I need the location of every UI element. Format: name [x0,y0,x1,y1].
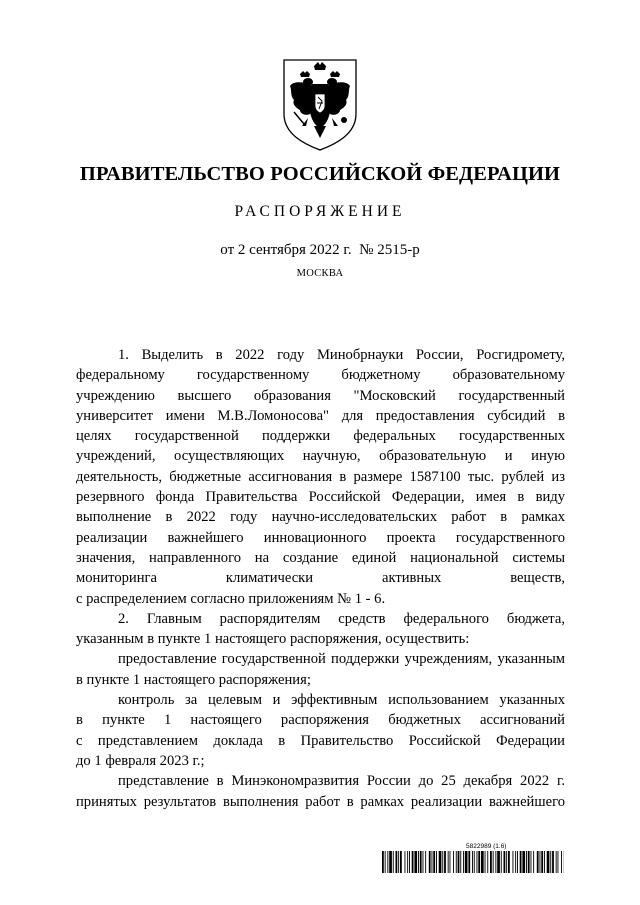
barcode-bar [495,851,496,873]
barcode-bar [552,851,554,873]
barcode-bar [414,851,417,873]
text-line: принятых результатов выполнения работ в рамках реализации важнейшего [76,793,565,810]
text-line: в пункте 1 настоящего распоряжения бюджетных ассигнований [76,712,565,729]
barcode-bar [432,851,433,873]
barcode-bar [423,851,424,873]
barcode-bar [550,851,551,873]
text-line: предоставление государственной поддержки учреждениям, указанным [118,651,565,668]
barcode-bar [478,851,480,873]
text-line: указанным в пункте 1 настоящего распоряжения, осуществить: [76,631,470,648]
document-body [76,345,565,812]
text-line: с представлением доклада в Правительство Российской Федерации [76,732,565,749]
government-title: ПРАВИТЕЛЬСТВО РОССИЙСКОЙ ФЕДЕРАЦИИ [79,163,561,185]
barcode-bar [504,851,506,873]
text-line: учреждению высшего образования "Московский государственный [76,387,565,404]
barcode-bar [418,851,419,873]
barcode-bar [429,851,431,873]
barcode-bar [540,851,541,873]
barcode-bar [556,851,557,873]
paragraph-2 [76,609,565,650]
barcode-bar [400,851,402,873]
paragraph-3 [76,649,565,690]
russian-coat-of-arms-emblem [278,56,362,152]
barcode-image [382,851,564,873]
text-line: до 1 февраля 2023 г.; [76,752,205,769]
barcode-bar [508,851,510,873]
barcode-bar [537,851,539,873]
document-number: № 2515-р [359,242,420,258]
barcode-bar [405,851,406,873]
barcode-bar [472,851,473,873]
barcode-bar [547,851,550,873]
text-line: реализации важнейшего инновационного проекта государственного [76,529,565,546]
barcode-bar [393,851,394,873]
barcode-bar [465,851,468,873]
text-line: с распределением согласно приложениям № 1 - 6. [76,590,386,607]
text-line: деятельность, бюджетные ассигнования в размере 1587100 тыс. рублей из [76,468,565,485]
barcode-bar [561,851,562,873]
barcode-bar [515,851,516,873]
city-name: МОСКВА [296,268,344,279]
barcode-bar [463,851,464,873]
barcode-bar [442,851,443,873]
barcode-bar [474,851,475,873]
text-line: резервного фонда Правительства Российской Федерации, имея в виду [76,489,565,506]
paragraph-5 [76,771,565,812]
barcode-bar [501,851,502,873]
barcode-bar [528,851,530,873]
barcode-bar [497,851,500,873]
barcode-bar [420,851,422,873]
text-line: 1. Выделить в 2022 году Минобрнауки России, Росгидромету, [118,347,565,363]
text-line: университет имени М.В.Ломоносова" для предоставления субсидий в [76,407,565,424]
barcode-bar [481,851,484,873]
barcode-bar [526,851,527,873]
barcode-bar [487,851,488,873]
barcode-bar [398,851,399,873]
barcode-bar [456,851,457,873]
text-line: федеральному государственному бюджетному образовательному [76,367,565,384]
text-line: представление в Минэкономразвития России до 25 декабря 2022 г. [118,773,565,790]
barcode-bar [458,851,460,873]
barcode-bar [522,851,525,873]
paragraph-4 [76,690,565,771]
barcode-bar [412,851,414,873]
paragraph-1 [76,345,565,609]
barcode-bar [477,851,478,873]
barcode-bar [433,851,435,873]
barcode-bar [460,851,461,873]
barcode-bar [382,851,384,873]
barcode-bar [520,851,522,873]
text-line: в пункте 1 настоящего распоряжения; [76,671,311,688]
barcode-bar [409,851,410,873]
barcode-bar [490,851,492,873]
barcode-bar [407,851,408,873]
barcode-number: 5822989 (1.6) [466,843,507,850]
text-line: значения, направленного на создание единой национальной системы [76,549,565,566]
barcode-bar [453,851,454,873]
text-line: мониторинга климатически активных веществ, [76,570,565,587]
barcode-bar [439,851,442,873]
barcode-bar [425,851,426,873]
document-type: РАСПОРЯЖЕНИЕ [234,203,406,220]
barcode-bar [448,851,449,873]
barcode-bar [531,851,532,873]
barcode-bar [436,851,437,873]
barcode-bar [513,851,514,873]
barcode-bar [544,851,545,873]
barcode-bar [541,851,543,873]
barcode-bar [517,851,518,873]
text-line: выполнение в 2022 году научно-исследовательских работ в рамках [76,509,565,526]
barcode-bar [387,851,388,873]
barcode-bar [468,851,470,873]
document-date: от 2 сентября 2022 г. [220,242,352,258]
date-and-number-line [0,242,640,259]
text-line: контроль за целевым и эффективным использованием указанных [118,692,565,709]
barcode-bar [533,851,534,873]
barcode-bar [558,851,559,873]
barcode-bar [396,851,398,873]
barcode-bar [506,851,507,873]
text-line: целях государственной поддержки федеральных государственных [76,428,565,445]
barcode-bar [385,851,386,873]
barcode-bar [485,851,486,873]
barcode-bar [444,851,446,873]
text-line: 2. Главным распорядителям средств федерального бюджета, [118,610,565,627]
barcode-bar [450,851,451,873]
text-line: учреждений, осуществляющих научную, образовательную и иную [76,448,565,465]
barcode-bar [493,851,494,873]
barcode-bar [389,851,392,873]
